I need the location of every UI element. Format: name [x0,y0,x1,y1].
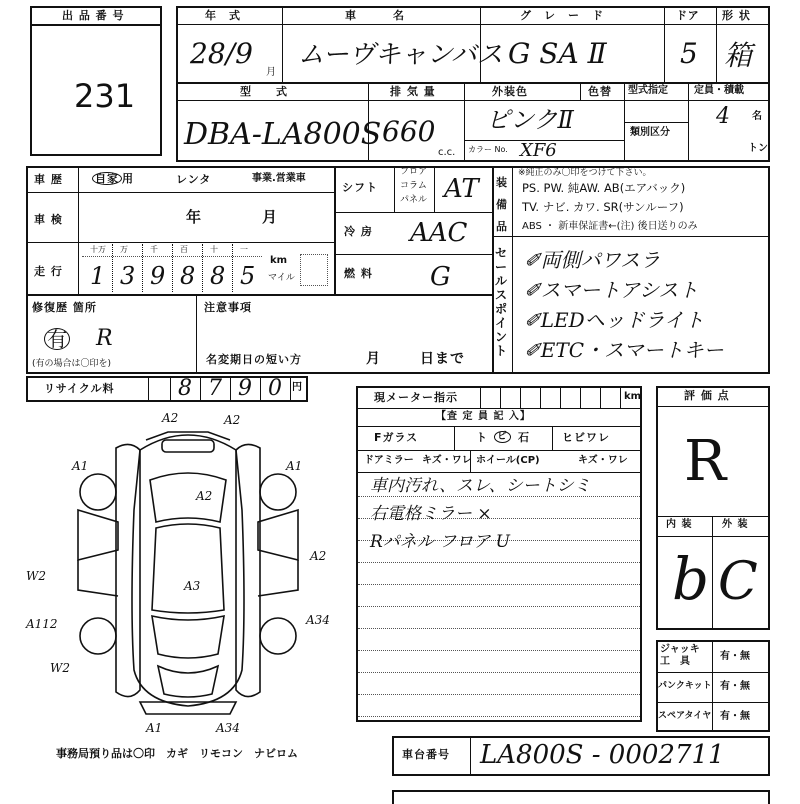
history-own [92,172,134,185]
equipment-line2: TV. ナビ. カワ. SR(サンルーフ) [522,200,684,214]
capacity-label: 定員・積載 [694,85,744,96]
repair-hint: (有の場合は〇印を) [32,359,112,369]
km-unit: km [270,255,288,266]
mirror-label: ドアミラー [364,455,414,466]
model-label: 型 式 [240,85,288,98]
recycle-digit: 9 [238,376,252,401]
name-label: 車 名 [345,9,405,22]
recycle-unit: 円 [292,382,302,393]
sales-point-item: ✐LEDヘッドライト [524,308,705,332]
cc-unit: c.c. [438,147,456,158]
sales-point-item: ✐ETC・スマートキー [524,338,724,362]
lot-number: 231 [74,77,136,115]
mile-box [300,254,328,286]
grade-value: R [684,429,727,494]
sales-point-item: ✐スマートアシスト [524,278,699,302]
mark-a112: A112 [26,617,58,631]
glass-opt-3: 石 [518,431,530,444]
shift-label: シフト [342,181,378,194]
glass-label: Fガラス [374,431,419,444]
jack-label: ジャッキ 工 具 [660,644,700,667]
interior-value: b [672,545,710,613]
equipment-label: 装備品 [496,176,508,233]
rename-month: 月 [366,351,381,367]
recycle-label: リサイクル料 [44,382,115,395]
model-value: DBA-LA800S [184,117,382,152]
exterior-color-label: 外装色 [492,85,528,98]
recycle-digit: 0 [268,376,282,401]
sales-point-item: ✐両側パワスラ [524,248,661,272]
recycle-digit: 7 [208,376,222,401]
wheel-label: ホイール(CP) [476,455,540,466]
history-business: 事業.営業車 [252,173,306,184]
category-label: 類別区分 [630,127,670,138]
history-rental: レンタ [176,173,212,186]
mileage-unit-label: 十万 [90,245,106,254]
own-circle: 自家 [92,172,122,185]
puncture-yes-no: 有・無 [720,681,750,692]
color-change-label: 色替 [588,85,612,98]
rename-label: 名変期日の短い方 [206,353,302,366]
mileage-unit-label: 十 [210,245,218,254]
door-label: ドア [676,9,700,22]
notes-header: 【査 定 員 記 入】 [436,411,531,422]
car-damage-diagram [20,410,340,740]
repair-value: R [96,326,113,351]
glass-opt-2 [494,430,511,443]
grade-label: 評 価 点 [684,389,730,402]
chassis-value: LA800S - 0002711 [480,740,725,770]
repair-has-circle: 有 [44,328,70,350]
fuel-value: G [430,262,451,292]
mark-a3: A3 [184,579,201,593]
repair-has [44,328,70,350]
mileage-unit-label: 一 [240,245,248,254]
shift-panel: パネル [400,195,428,205]
year-value: 28/9 [190,37,253,70]
disp-value: 660 [382,115,436,148]
mark-a1-rear: A1 [146,721,163,735]
mile-unit: マイル [268,273,295,283]
mirror-options: キズ・ワレ [422,455,472,466]
mileage-digit: 8 [210,262,226,290]
mark-a2-front-left: A2 [162,411,179,425]
color-no-value: XF6 [520,140,557,161]
grade-label: グ レ ー ド [520,9,604,22]
shape-label: 形 状 [722,9,751,22]
inspection-month: 月 [262,208,279,226]
own-suffix: 用 [122,172,134,185]
shift-value: AT [444,174,479,204]
mileage-digit: 8 [180,262,196,290]
equipment-line1: PS. PW. 純AW. AB(エアバック) [522,181,686,195]
mark-a1-left: A1 [72,459,89,473]
history-label: 車 歴 [34,173,63,186]
mark-a2-side: A2 [310,549,327,563]
inspector-note: 車内汚れ、スレ、シートシミ [370,476,591,496]
shape-value: 箱 [724,39,753,72]
wheel-options: キズ・ワレ [578,455,628,466]
load-unit: トン [748,143,768,154]
capacity-unit: 名 [752,111,762,122]
equipment-line3: ABS ・ 新車保証書←(注) 後日送りのみ [522,221,698,232]
exterior-label: 外 装 [722,519,749,530]
color-value: ピンクⅡ [486,106,574,134]
fuel-label: 燃 料 [344,267,373,280]
mark-a34-rear: A34 [216,721,240,735]
rename-day: 日まで [420,351,465,367]
inspection-label: 車 検 [34,213,63,226]
office-note: 事務局預り品は〇印 カギ リモコン ナビロム [56,747,298,760]
puncture-label: パンクキット [658,681,712,691]
ac-label: 冷 房 [344,225,373,238]
inspector-note: 右電格ミラー × [370,504,492,524]
interior-label: 内 装 [666,519,693,530]
mileage-unit-label: 千 [150,245,158,254]
exterior-value: C [718,552,758,612]
mileage-digit: 5 [240,262,256,290]
glass-opt-1: ト [476,431,488,444]
disp-label: 排 気 量 [390,85,436,98]
recycle-digit: 8 [178,376,192,401]
door-value: 5 [680,37,698,70]
spare-label: スペアタイヤ [658,711,712,721]
designation-label: 型式指定 [628,85,668,96]
meter-label: 現メーター指示 [374,391,458,404]
sales-points-label: セールスポイント [495,246,509,358]
mark-a34-right: A34 [306,613,330,627]
jack-yes-no: 有・無 [720,651,750,662]
mark-a2-front-right: A2 [224,413,241,427]
inspection-year: 年 [186,208,203,226]
mark-a2-roof: A2 [196,489,213,503]
year-label: 年 式 [205,9,241,22]
mileage-digit: 9 [150,262,166,290]
year-month-suffix: 月 [266,67,276,78]
color-no-label: カラー No. [468,145,508,154]
spare-yes-no: 有・無 [720,711,750,722]
mark-w2-rear: W2 [50,661,70,675]
glass-opt-4: ヒビワレ [562,431,610,444]
shift-floor: フロア [400,167,428,177]
mileage-digit: 1 [90,262,106,290]
chassis-label: 車台番号 [402,748,450,761]
bottom-partial-box [392,790,770,804]
mileage-unit-label: 百 [180,245,188,254]
notes-label: 注意事項 [204,301,252,314]
mileage-digit: 3 [120,262,136,290]
mileage-unit-label: 万 [120,245,128,254]
mark-w2-left: W2 [26,569,46,583]
equipment-note: ※純正のみ〇印をつけて下さい。 [518,168,652,178]
meter-unit: km [624,391,642,402]
inspector-note: Rパネル フロア U [370,532,510,552]
lot-label: 出 品 番 号 [62,9,125,22]
shift-column: コラム [400,181,427,191]
glass-opt-2-circle: ビ [494,431,511,443]
mileage-label: 走 行 [34,265,63,278]
ac-value: AAC [410,218,468,248]
capacity-value: 4 [716,104,730,129]
grade-value: G SA Ⅱ [508,37,607,70]
repair-label: 修復歴 箇所 [32,301,97,314]
name-value: ムーヴキャンバス [298,40,503,70]
mark-a1-right: A1 [286,459,303,473]
